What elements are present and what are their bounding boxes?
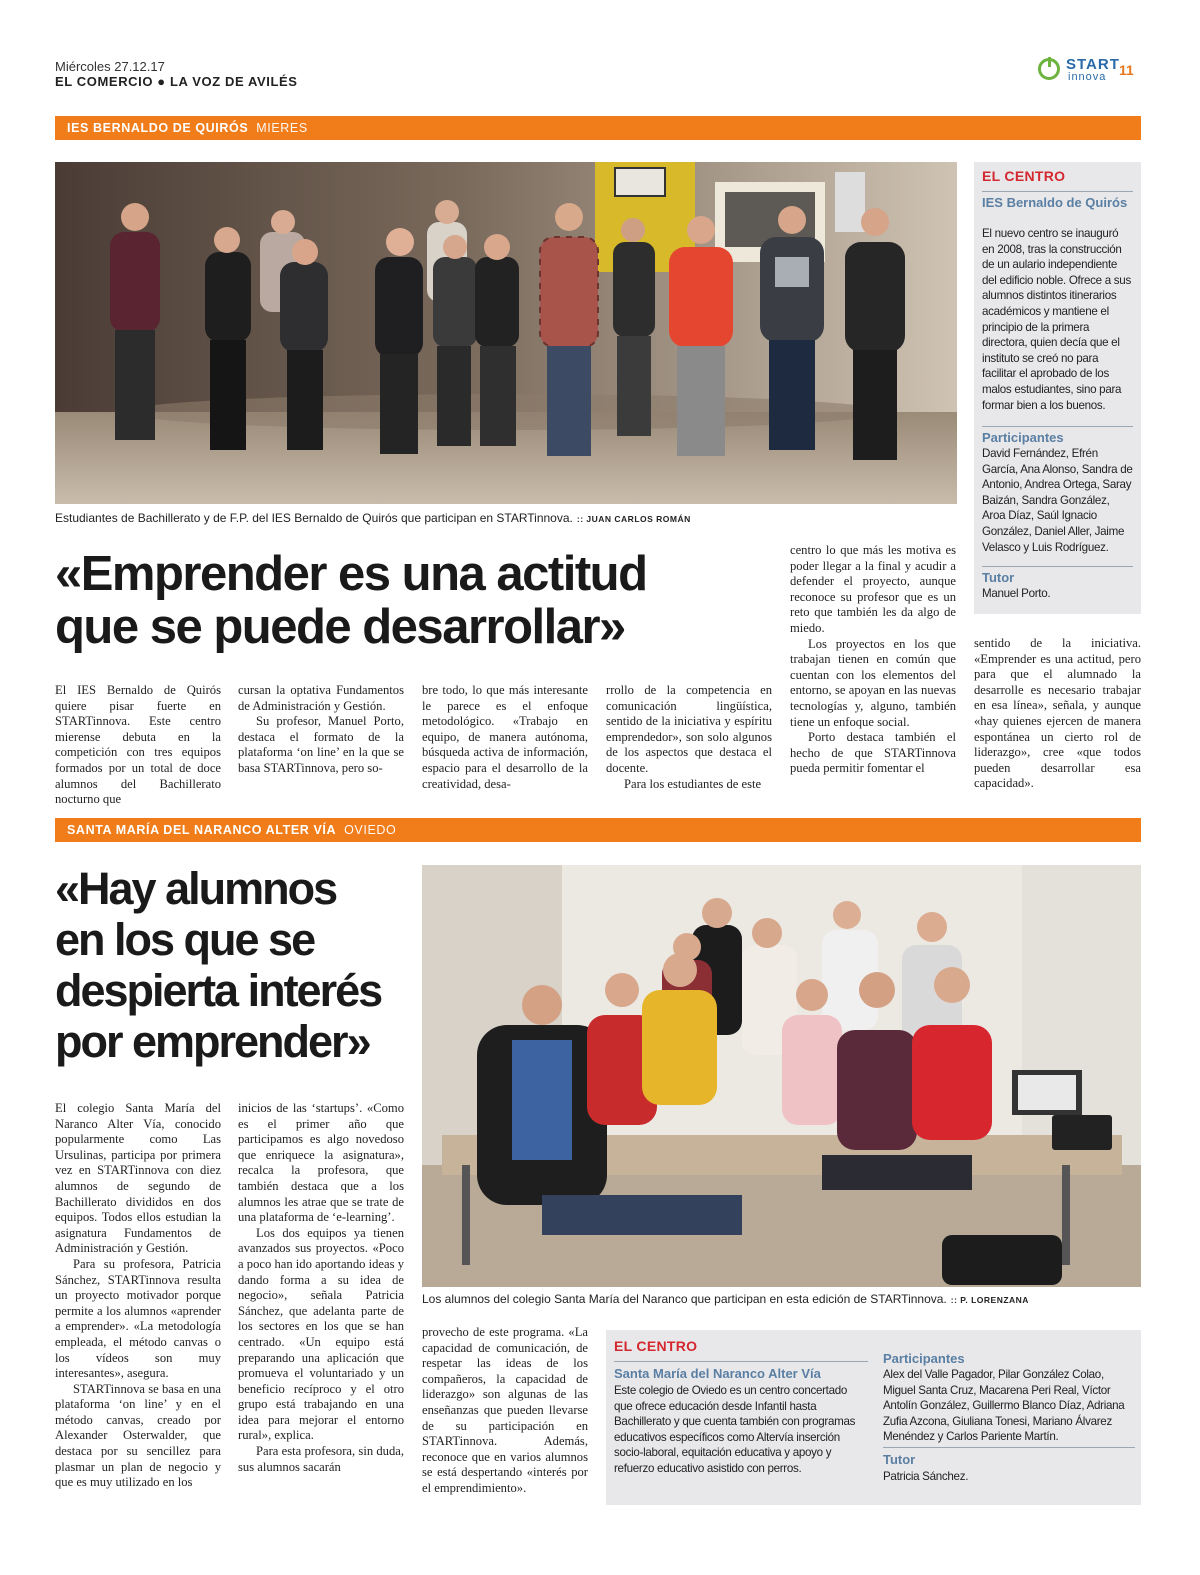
photo-caption-2 xyxy=(422,1292,1141,1306)
photo-credit: :: P. LORENZANA xyxy=(950,1295,1029,1305)
article-column xyxy=(238,683,404,777)
tutor-label: Tutor xyxy=(883,1452,916,1467)
paragraph: sentido de la iniciativa. «Emprender es una actitud, pero para que el alumnado la desarrolle es necesario trabajar en esa línea», señala, y aunque «hay quienes ejercen de manera espontánea un cierto rol de liderazgo», cree «que todos pueden desarrollar esa capacidad». xyxy=(974,636,1141,791)
article-column xyxy=(238,1101,404,1475)
paragraph: Para su profesora, Patricia Sánchez, STARTinnova resulta un proyecto motivador porque permite a los alumnos «aprender a emprender». «La metodología empleada, el método canvas o los vídeos son muy interesantes», asegura. xyxy=(55,1256,221,1381)
paragraph: provecho de este programa. «La capacidad de comunicación, de respetar las ideas de los compañeros, la capacidad de liderazgo» son algunas de las enseñanzas que pueden llevarse de su participación en STARTinnova. Además, reconoce que en varios alumnos se está despertando «interés por el emprendimiento». xyxy=(422,1325,588,1495)
article-column xyxy=(974,636,1141,792)
divider xyxy=(614,1361,868,1362)
participants-label: Participantes xyxy=(982,430,1064,445)
power-icon xyxy=(1038,58,1060,80)
sidebar-school-name: IES Bernaldo de Quirós xyxy=(982,195,1128,210)
paragraph: cursan la optativa Fundamentos de Administración y Gestión. xyxy=(238,683,404,713)
paragraph: El colegio Santa María del Naranco Alter Vía, conocido popularmente como Las Ursulinas, participa por primera vez en STARTinnova con diez alumnos de segundo de Bachillerato divididos en dos equipos. Todos ellos estudian la asignatura Fundamentos de Administración y Gestión. xyxy=(55,1101,221,1256)
startinnova-logo xyxy=(1038,56,1120,86)
article-column xyxy=(55,683,221,808)
headline-line: «Hay alumnos xyxy=(55,863,337,914)
paragraph: Para esta profesora, sin duda, sus alumnos sacarán xyxy=(238,1444,404,1474)
headline-line: que se puede desarrollar» xyxy=(55,600,625,654)
divider xyxy=(982,426,1133,427)
paragraph: Su profesor, Manuel Porto, destaca el formato de la plataforma ‘on line’ en la que se basa STARTinnova, pero so- xyxy=(238,714,404,775)
paragraph: Porto destaca también el hecho de que STARTinnova pueda permitir fomentar el xyxy=(790,730,956,776)
sidebar-title: EL CENTRO xyxy=(614,1338,698,1354)
sidebar-el-centro-1 xyxy=(974,162,1141,614)
article-column xyxy=(790,543,956,777)
participants-list: David Fernández, Efrén García, Ana Alonso, Sandra de Antonio, Andrea Ortega, Saray Baizán, Sandra González, Aroa Díaz, Saúl Ignacio González, Daniel Aller, Jaime Velasco y Luis Rodríguez. xyxy=(982,447,1133,554)
section-city: OVIEDO xyxy=(344,823,397,837)
section-bar-santa-maria xyxy=(55,818,1141,842)
section-bar-ies-bernaldo xyxy=(55,116,1141,140)
paragraph: Los proyectos en los que trabajan tienen en común que cuentan con los elementos del entorno, se apoyan en las nuevas tecnologías y, alguno, también tiene un enfoque social. xyxy=(790,636,956,729)
photo-caption-1 xyxy=(55,511,957,525)
caption-text: Estudiantes de Bachillerato y de F.P. del IES Bernaldo de Quirós que participan en STARTinnova. xyxy=(55,511,573,525)
photo-credit: :: JUAN CARLOS ROMÁN xyxy=(576,514,691,524)
classroom-group-photo xyxy=(422,865,1141,1287)
students-group-photo xyxy=(55,162,957,504)
tutor-label: Tutor xyxy=(982,570,1015,585)
caption-text: Los alumnos del colegio Santa María del Naranco que participan en esta edición de STARTinnova. xyxy=(422,1292,947,1306)
headline-2 xyxy=(55,863,415,1067)
divider xyxy=(883,1447,1135,1448)
section-school: SANTA MARÍA DEL NARANCO ALTER VÍA xyxy=(67,823,337,837)
divider xyxy=(982,191,1133,192)
paragraph: inicios de las ‘startups’. «Como es el primer año que participamos es algo novedoso que enriquece la asignatura», recalca la profesora, que también destaca que a los alumnos les atrae que se trate de una plataforma de ‘e-learning’. xyxy=(238,1101,404,1225)
headline-1 xyxy=(55,548,785,654)
paragraph: Para los estudiantes de este xyxy=(624,776,762,791)
paragraph: centro lo que más les motiva es poder llegar a la final y acudir a defender el proyecto, aunque reconoce su profesor que es un reto que también les da algo de miedo. xyxy=(790,543,956,635)
headline-line: en los que se xyxy=(55,914,315,965)
headline-line: por emprender» xyxy=(55,1016,370,1067)
article-column xyxy=(422,683,588,792)
logo-text-innova: innova xyxy=(1068,71,1107,83)
sidebar-title: EL CENTRO xyxy=(982,168,1066,184)
paragraph: STARTinnova se basa en una plataforma ‘on line’ y en el método canvas, creado por Alexander Osterwalder, que destaca por su sencillez para plasmar un plan de negocio y que es muy utilizado en los xyxy=(55,1381,221,1490)
sidebar-description: Este colegio de Oviedo es un centro concertado que ofrece educación desde Infantil hasta Bachillerato y que cuenta también con programas educativos específicos como Altervía inserción socio-laboral, equitación educativa y apoyo y refuerzo educativo asistido con perros. xyxy=(614,1384,856,1475)
paragraph: El IES Bernaldo de Quirós quiere pisar fuerte en STARTinnova. Este centro mierense debuta en la competición con tres equipos formados por un total de doce alumnos del Bachillerato nocturno que xyxy=(55,683,221,807)
paragraph: bre todo, lo que más interesante le parece es el enfoque metodológico. «Trabajo en equipo, de manera autónoma, búsqueda activa de información, espacio para el desarrollo de la creatividad, desa- xyxy=(422,683,588,791)
newspaper-name: EL COMERCIO ● LA VOZ DE AVILÉS xyxy=(55,74,298,89)
participants-label: Participantes xyxy=(883,1351,965,1366)
tutor-name: Patricia Sánchez. xyxy=(883,1470,969,1483)
paragraph: Los dos equipos ya tienen avanzados sus proyectos. «Poco a poco han ido aportando ideas y dando forma a su idea de negocio», señala Patricia Sánchez, que adelanta parte de los sectores en los que se han centrado. «Un equipo está preparando una aplicación que promueva el voluntariado y un beneficio recíproco y el otro grupo está trabajando en una idea para mejorar el entorno rural», explica. xyxy=(238,1225,404,1443)
paragraph: rrollo de la competencia en comunicación lingüística, sentido de la iniciativa y espíritu emprendedor», son solo algunos de los aspectos que destaca el docente. xyxy=(606,683,772,775)
section-city: MIERES xyxy=(256,121,308,135)
section-school: IES BERNALDO DE QUIRÓS xyxy=(67,121,249,135)
article-column xyxy=(55,1101,221,1491)
tutor-name: Manuel Porto. xyxy=(982,587,1051,600)
headline-line: despierta interés xyxy=(55,965,382,1016)
sidebar-description: El nuevo centro se inauguró en 2008, tras la construcción de un aulario independiente del edificio noble. Ofrece a sus alumnos distintos itinerarios académicos y mantiene el principio de la primera directora, quien decía que el instituto se creó no para facilitar el aprobado de los malos estudiantes, sino para formar bien a los buenos. xyxy=(982,227,1131,412)
participants-list: Alex del Valle Pagador, Pilar González Colao, Miguel Santa Cruz, Macarena Peri Real, Víctor Antolín González, Guillermo Blanco Díaz, Adriana Zufia Azcona, Giuliana Tonesi, Mariano Álvarez Menéndez y Carlos Pariente Martín. xyxy=(883,1368,1125,1444)
page-number: 11 xyxy=(1119,62,1134,78)
logo-text-start: START xyxy=(1066,56,1120,73)
headline-line: «Emprender es una actitud xyxy=(55,547,647,601)
article-column xyxy=(606,683,772,792)
edition-date: Miércoles 27.12.17 xyxy=(55,59,165,74)
divider xyxy=(982,566,1133,567)
sidebar-el-centro-2 xyxy=(606,1330,1141,1505)
sidebar-school-name: Santa María del Naranco Alter Vía xyxy=(614,1366,821,1381)
article-column xyxy=(422,1325,588,1497)
